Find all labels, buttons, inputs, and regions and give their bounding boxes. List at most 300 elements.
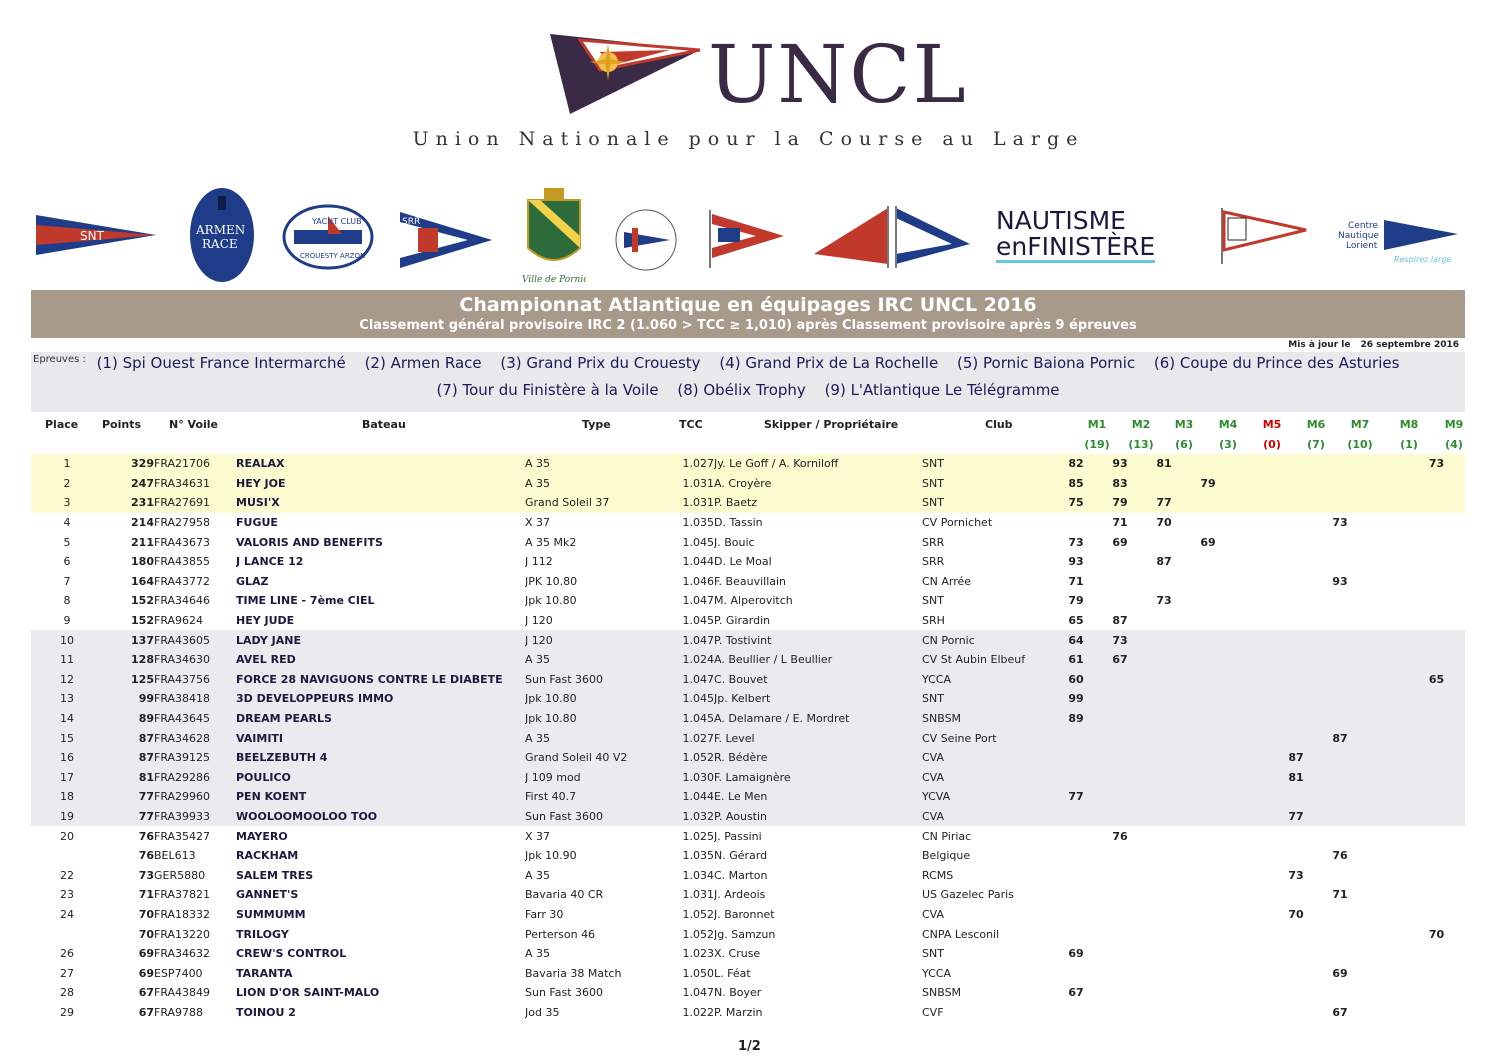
score-m7-cell: 73 [1318, 513, 1362, 533]
place-cell: 3 [31, 493, 103, 513]
score-m3-cell [1142, 983, 1186, 1003]
boat-name-cell: SALEM TRES [236, 865, 525, 885]
events-line-2 [31, 381, 1465, 399]
score-m8-cell [1362, 826, 1408, 846]
points-cell: 99 [103, 689, 154, 709]
armen-race-logo [188, 186, 256, 288]
place-cell: 22 [31, 865, 103, 885]
score-m8-cell [1362, 983, 1408, 1003]
tcc-cell: 1.046 [649, 572, 714, 592]
table-row [31, 905, 1465, 925]
score-m5-cell [1230, 846, 1274, 866]
club-cell: RCMS [922, 865, 1054, 885]
club-cell: SNBSM [922, 983, 1054, 1003]
tcc-cell: 1.047 [649, 630, 714, 650]
score-m6-cell [1274, 493, 1318, 513]
table-row [31, 670, 1465, 690]
sail-number-cell: FRA43756 [154, 670, 236, 690]
skipper-cell: Jy. Le Goff / A. Korniloff [714, 454, 922, 474]
score-m1-cell: 65 [1054, 611, 1098, 631]
score-m3-cell [1142, 572, 1186, 592]
club-cell: YCCA [922, 963, 1054, 983]
boat-type-cell: Grand Soleil 37 [525, 493, 649, 513]
skipper-cell: P. Baetz [714, 493, 922, 513]
score-m6-cell [1274, 630, 1318, 650]
header-m2: M2 [1131, 418, 1151, 431]
sail-number-cell: FRA29286 [154, 768, 236, 788]
skipper-cell: C. Bouvet [714, 670, 922, 690]
score-m3-cell [1142, 532, 1186, 552]
sail-number-cell: GER5880 [154, 865, 236, 885]
place-cell: 16 [31, 748, 103, 768]
header-place: Place [45, 418, 79, 431]
club-cell: CN Piriac [922, 826, 1054, 846]
sail-number-cell: FRA39125 [154, 748, 236, 768]
score-m9-cell: 70 [1408, 924, 1465, 944]
skipper-cell: N. Boyer [714, 983, 922, 1003]
points-cell: 87 [103, 748, 154, 768]
place-cell: 5 [31, 532, 103, 552]
score-m3-cell [1142, 865, 1186, 885]
place-cell: 17 [31, 768, 103, 788]
score-m7-cell [1318, 865, 1362, 885]
nautique-label: Nautique [1338, 231, 1379, 241]
score-m5-cell [1230, 709, 1274, 729]
score-m9-cell: 65 [1408, 670, 1465, 690]
boat-name-cell: MAYERO [236, 826, 525, 846]
yacht-club-label: YACHT CLUB [312, 217, 362, 226]
score-m5-cell [1230, 689, 1274, 709]
points-cell: 69 [103, 963, 154, 983]
table-row [31, 611, 1465, 631]
score-m2-cell [1098, 983, 1142, 1003]
crouesty-label: CROUESTY ARZON [300, 252, 366, 260]
header-tcc: TCC [679, 418, 703, 431]
count-m9: (4) [1445, 438, 1463, 451]
points-cell: 247 [103, 474, 154, 494]
boat-name-cell: MUSI'X [236, 493, 525, 513]
points-cell: 89 [103, 709, 154, 729]
score-m7-cell [1318, 454, 1362, 474]
event-4: (4) Grand Prix de La Rochelle [719, 354, 939, 372]
score-m3-cell: 73 [1142, 591, 1186, 611]
club-cell: CVA [922, 768, 1054, 788]
score-m2-cell [1098, 846, 1142, 866]
skipper-cell: D. Tassin [714, 513, 922, 533]
score-m1-cell [1054, 807, 1098, 827]
boat-type-cell: X 37 [525, 513, 649, 533]
points-cell: 125 [103, 670, 154, 690]
score-m3-cell [1142, 944, 1186, 964]
points-cell: 164 [103, 572, 154, 592]
table-row [31, 885, 1465, 905]
club-cell: US Gazelec Paris [922, 885, 1054, 905]
score-m8-cell [1362, 650, 1408, 670]
score-m5-cell [1230, 552, 1274, 572]
score-m9-cell [1408, 846, 1465, 866]
score-m1-cell [1054, 728, 1098, 748]
boat-type-cell: A 35 Mk2 [525, 532, 649, 552]
points-cell: 81 [103, 768, 154, 788]
svg-text:ARMEN: ARMEN [196, 223, 246, 237]
boat-name-cell: J LANCE 12 [236, 552, 525, 572]
event-8: (8) Obélix Trophy [677, 381, 806, 399]
score-m6-cell [1274, 709, 1318, 729]
yacht-club-crouesty-logo [282, 204, 374, 274]
score-m9-cell [1408, 513, 1465, 533]
score-m6-cell [1274, 885, 1318, 905]
uncl-flag-icon [540, 22, 710, 122]
banner-subtitle: Classement général provisoire IRC 2 (1.060 > TCC ≥ 1,010) après Classement provisoire après 9 épreuves [359, 318, 1137, 333]
boat-type-cell: Bavaria 38 Match [525, 963, 649, 983]
score-m8-cell [1362, 846, 1408, 866]
score-m4-cell [1186, 924, 1230, 944]
tcc-cell: 1.035 [649, 846, 714, 866]
score-m4-cell [1186, 630, 1230, 650]
points-cell: 152 [103, 611, 154, 631]
score-m8-cell [1362, 611, 1408, 631]
score-m1-cell: 79 [1054, 591, 1098, 611]
boat-name-cell: PEN KOENT [236, 787, 525, 807]
club-cell: CV St Aubin Elbeuf [922, 650, 1054, 670]
sail-number-cell: FRA43772 [154, 572, 236, 592]
score-m9-cell [1408, 1003, 1465, 1023]
score-m3-cell [1142, 885, 1186, 905]
championship-banner [31, 290, 1465, 338]
score-m3-cell [1142, 474, 1186, 494]
sail-number-cell: FRA27691 [154, 493, 236, 513]
event-1: (1) Spi Ouest France Intermarché [96, 354, 346, 372]
club-cell: CVA [922, 748, 1054, 768]
boat-name-cell: HEY JOE [236, 474, 525, 494]
pornic-label: Ville de Pornic [522, 275, 586, 285]
boat-type-cell: Grand Soleil 40 V2 [525, 748, 649, 768]
score-m2-cell: 87 [1098, 611, 1142, 631]
header-points: Points [102, 418, 142, 431]
boat-type-cell: JPK 10.80 [525, 572, 649, 592]
sail-number-cell: FRA43673 [154, 532, 236, 552]
score-m8-cell [1362, 572, 1408, 592]
boat-type-cell: Jpk 10.80 [525, 709, 649, 729]
score-m7-cell [1318, 807, 1362, 827]
event-7: (7) Tour du Finistère à la Voile [436, 381, 659, 399]
score-m9-cell: 73 [1408, 454, 1465, 474]
count-m1: (19) [1084, 438, 1110, 451]
table-row [31, 689, 1465, 709]
sail-number-cell: FRA9788 [154, 1003, 236, 1023]
skipper-cell: P. Marzin [714, 1003, 922, 1023]
uncl-wordmark: UNCL [708, 28, 968, 121]
place-cell: 19 [31, 807, 103, 827]
score-m8-cell [1362, 474, 1408, 494]
score-m6-cell [1274, 689, 1318, 709]
score-m8-cell [1362, 670, 1408, 690]
centre-nautique-lorient-logo [1338, 216, 1462, 272]
score-m4-cell [1186, 826, 1230, 846]
score-m7-cell [1318, 493, 1362, 513]
score-m8-cell [1362, 787, 1408, 807]
score-m4-cell [1186, 572, 1230, 592]
points-cell: 180 [103, 552, 154, 572]
score-m4-cell [1186, 846, 1230, 866]
respirez-label: Respirez large [1394, 255, 1452, 264]
points-cell: 329 [103, 454, 154, 474]
skipper-cell: L. Féat [714, 963, 922, 983]
score-m5-cell [1230, 474, 1274, 494]
boat-type-cell: A 35 [525, 944, 649, 964]
place-cell: 24 [31, 905, 103, 925]
score-m7-cell [1318, 905, 1362, 925]
table-row [31, 924, 1465, 944]
score-m4-cell [1186, 552, 1230, 572]
score-m9-cell [1408, 728, 1465, 748]
place-cell: 2 [31, 474, 103, 494]
table-row [31, 650, 1465, 670]
sail-number-cell: FRA34631 [154, 474, 236, 494]
score-m4-cell [1186, 728, 1230, 748]
score-m8-cell [1362, 1003, 1408, 1023]
club-cell: SRR [922, 532, 1054, 552]
sail-number-cell: FRA13220 [154, 924, 236, 944]
score-m7-cell [1318, 630, 1362, 650]
sail-number-cell: FRA43605 [154, 630, 236, 650]
table-row [31, 513, 1465, 533]
place-cell: 8 [31, 591, 103, 611]
skipper-cell: J. Ardeois [714, 885, 922, 905]
updated-date [1278, 340, 1459, 350]
score-m1-cell: 85 [1054, 474, 1098, 494]
tcc-cell: 1.045 [649, 709, 714, 729]
points-cell: 77 [103, 787, 154, 807]
boat-name-cell: FORCE 28 NAVIGUONS CONTRE LE DIABETE [236, 670, 525, 690]
pornic-logo [522, 186, 586, 290]
score-m2-cell [1098, 924, 1142, 944]
points-cell: 137 [103, 630, 154, 650]
score-m3-cell [1142, 689, 1186, 709]
score-m9-cell [1408, 650, 1465, 670]
events-line-1 [31, 354, 1465, 372]
tcc-cell: 1.052 [649, 924, 714, 944]
skipper-cell: J. Bouic [714, 532, 922, 552]
boat-name-cell: WOOLOOMOOLOO TOO [236, 807, 525, 827]
score-m6-cell [1274, 474, 1318, 494]
boat-type-cell: X 37 [525, 826, 649, 846]
score-m7-cell [1318, 591, 1362, 611]
score-m2-cell: 79 [1098, 493, 1142, 513]
event-5: (5) Pornic Baiona Pornic [957, 354, 1136, 372]
score-m6-cell [1274, 963, 1318, 983]
sail-number-cell: FRA43855 [154, 552, 236, 572]
updated-value: 26 septembre 2016 [1360, 340, 1459, 350]
sail-number-cell: FRA35427 [154, 826, 236, 846]
score-m1-cell: 93 [1054, 552, 1098, 572]
table-row [31, 944, 1465, 964]
boat-type-cell: A 35 [525, 474, 649, 494]
score-m8-cell [1362, 513, 1408, 533]
score-m2-cell [1098, 552, 1142, 572]
score-m2-cell [1098, 865, 1142, 885]
score-m5-cell [1230, 924, 1274, 944]
score-m9-cell [1408, 983, 1465, 1003]
score-m4-cell [1186, 748, 1230, 768]
score-m2-cell: 83 [1098, 474, 1142, 494]
sail-number-cell: BEL613 [154, 846, 236, 866]
place-cell: 20 [31, 826, 103, 846]
score-m5-cell [1230, 493, 1274, 513]
header-m7: M7 [1350, 418, 1370, 431]
club-cell: CVA [922, 905, 1054, 925]
score-m2-cell [1098, 670, 1142, 690]
boat-name-cell: LADY JANE [236, 630, 525, 650]
club-cell: SRH [922, 611, 1054, 631]
score-m7-cell [1318, 983, 1362, 1003]
table-row [31, 963, 1465, 983]
skipper-cell: P. Girardin [714, 611, 922, 631]
boat-name-cell: VAIMITI [236, 728, 525, 748]
tcc-cell: 1.027 [649, 454, 714, 474]
boat-name-cell: TOINOU 2 [236, 1003, 525, 1023]
table-row [31, 807, 1465, 827]
score-m4-cell [1186, 905, 1230, 925]
uncl-subtitle: Union Nationale pour la Course au Large [412, 128, 1085, 150]
club-cell: SNT [922, 474, 1054, 494]
boat-name-cell: GLAZ [236, 572, 525, 592]
score-m8-cell [1362, 924, 1408, 944]
boat-type-cell: Farr 30 [525, 905, 649, 925]
nautisme-finistere-logo [996, 208, 1155, 263]
score-m1-cell: 82 [1054, 454, 1098, 474]
club-cell: CN Arrée [922, 572, 1054, 592]
event-9: (9) L'Atlantique Le Télégramme [824, 381, 1060, 399]
header-m8: M8 [1399, 418, 1419, 431]
points-cell: 231 [103, 493, 154, 513]
score-m7-cell [1318, 768, 1362, 788]
score-m2-cell [1098, 689, 1142, 709]
score-m6-cell: 73 [1274, 865, 1318, 885]
score-m3-cell [1142, 728, 1186, 748]
score-m6-cell [1274, 983, 1318, 1003]
event-6: (6) Coupe du Prince des Asturies [1153, 354, 1400, 372]
skipper-cell: P. Tostivint [714, 630, 922, 650]
sail-number-cell: FRA21706 [154, 454, 236, 474]
score-m8-cell [1362, 944, 1408, 964]
sail-number-cell: FRA39933 [154, 807, 236, 827]
tcc-cell: 1.022 [649, 1003, 714, 1023]
score-m5-cell [1230, 826, 1274, 846]
score-m6-cell [1274, 1003, 1318, 1023]
score-m7-cell [1318, 670, 1362, 690]
boat-name-cell: TIME LINE - 7ème CIEL [236, 591, 525, 611]
table-row [31, 454, 1465, 474]
skipper-cell: A. Beullier / L Beullier [714, 650, 922, 670]
skipper-cell: Jg. Samzun [714, 924, 922, 944]
boat-type-cell: Sun Fast 3600 [525, 807, 649, 827]
boat-type-cell: Bavaria 40 CR [525, 885, 649, 905]
place-cell: 18 [31, 787, 103, 807]
score-m3-cell: 81 [1142, 454, 1186, 474]
boat-name-cell: DREAM PEARLS [236, 709, 525, 729]
score-m4-cell [1186, 689, 1230, 709]
score-m1-cell: 77 [1054, 787, 1098, 807]
score-m2-cell [1098, 963, 1142, 983]
boat-type-cell: Sun Fast 3600 [525, 670, 649, 690]
tcc-cell: 1.044 [649, 552, 714, 572]
points-cell: 71 [103, 885, 154, 905]
results-table [31, 454, 1465, 1022]
points-cell: 152 [103, 591, 154, 611]
boat-name-cell: AVEL RED [236, 650, 525, 670]
score-m9-cell [1408, 865, 1465, 885]
count-m8: (1) [1400, 438, 1418, 451]
header-m1: M1 [1087, 418, 1107, 431]
score-m7-cell [1318, 787, 1362, 807]
tcc-cell: 1.045 [649, 689, 714, 709]
skipper-cell: X. Cruse [714, 944, 922, 964]
score-m2-cell [1098, 728, 1142, 748]
score-m9-cell [1408, 885, 1465, 905]
club-cell: YCCA [922, 670, 1054, 690]
score-m5-cell [1230, 905, 1274, 925]
score-m5-cell [1230, 885, 1274, 905]
score-m7-cell [1318, 611, 1362, 631]
score-m5-cell [1230, 650, 1274, 670]
event-2: (2) Armen Race [364, 354, 482, 372]
club-cell: CVA [922, 807, 1054, 827]
score-m3-cell [1142, 1003, 1186, 1023]
score-m9-cell [1408, 826, 1465, 846]
score-m4-cell: 79 [1186, 474, 1230, 494]
score-m1-cell [1054, 768, 1098, 788]
score-m8-cell [1362, 709, 1408, 729]
points-cell: 69 [103, 944, 154, 964]
score-m5-cell [1230, 728, 1274, 748]
boat-type-cell: Jod 35 [525, 1003, 649, 1023]
skipper-cell: D. Le Moal [714, 552, 922, 572]
score-m2-cell [1098, 885, 1142, 905]
score-m7-cell [1318, 826, 1362, 846]
tcc-cell: 1.034 [649, 865, 714, 885]
club-cell: SNT [922, 493, 1054, 513]
boat-type-cell: Jpk 10.80 [525, 591, 649, 611]
score-m6-cell [1274, 572, 1318, 592]
score-m7-cell: 93 [1318, 572, 1362, 592]
tcc-cell: 1.024 [649, 650, 714, 670]
score-m1-cell: 67 [1054, 983, 1098, 1003]
centre-label: Centre [1348, 221, 1379, 231]
place-cell: 23 [31, 885, 103, 905]
points-cell: 211 [103, 532, 154, 552]
score-m5-cell [1230, 787, 1274, 807]
score-m1-cell [1054, 865, 1098, 885]
score-m4-cell [1186, 963, 1230, 983]
score-m4-cell: 69 [1186, 532, 1230, 552]
score-m4-cell [1186, 650, 1230, 670]
score-m8-cell [1362, 454, 1408, 474]
table-row [31, 493, 1465, 513]
score-m7-cell: 67 [1318, 1003, 1362, 1023]
skipper-cell: Jp. Kelbert [714, 689, 922, 709]
score-m9-cell [1408, 552, 1465, 572]
boat-type-cell: A 35 [525, 728, 649, 748]
boat-name-cell: GANNET'S [236, 885, 525, 905]
tcc-cell: 1.047 [649, 983, 714, 1003]
points-cell: 70 [103, 924, 154, 944]
tcc-cell: 1.031 [649, 493, 714, 513]
points-cell: 70 [103, 905, 154, 925]
score-m8-cell [1362, 728, 1408, 748]
score-m7-cell: 69 [1318, 963, 1362, 983]
score-m3-cell: 87 [1142, 552, 1186, 572]
